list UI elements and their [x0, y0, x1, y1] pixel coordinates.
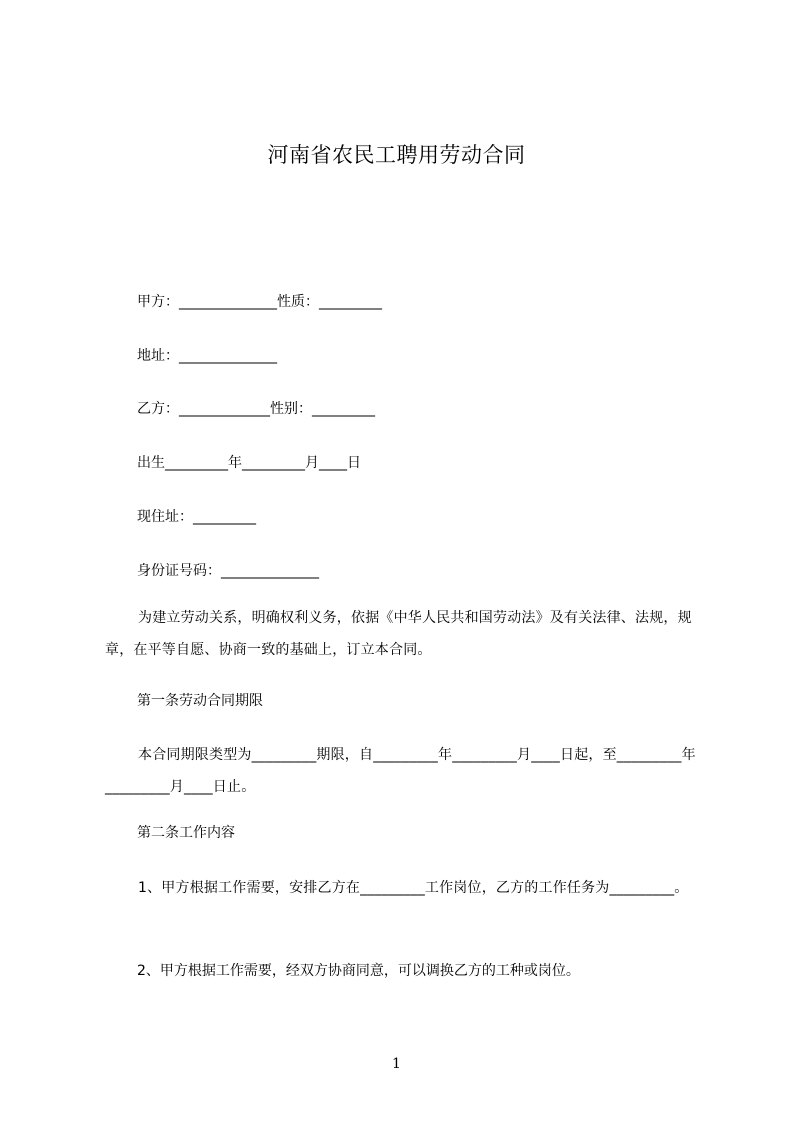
article-2-item-1: 1、甲方根据工作需要，安排乙方在_________工作岗位，乙方的工作任务为_________。: [138, 880, 689, 896]
document-title: 河南省农民工聘用劳动合同: [267, 143, 526, 167]
birth-date-line: 出生_________年_________月____日: [137, 455, 361, 471]
id-number-line: 身份证号码：______________: [137, 563, 319, 579]
article-1-text: 本合同期限类型为_________期限，自_________年_________月____日起，至_________年_________月____日止。: [105, 747, 696, 795]
article-2-item-2: 2、甲方根据工作需要，经双方协商同意，可以调换乙方的工种或岗位。: [137, 963, 580, 979]
current-address-line: 现住址：_________: [137, 509, 256, 525]
party-b-line: 乙方：_____________性别：_________: [137, 401, 375, 417]
page-number: 1: [392, 1056, 401, 1072]
intro-paragraph: 为建立劳动关系，明确权利义务，依据《中华人民共和国劳动法》及有关法律、法规，规章，在平等自愿、协商一致的基础上，订立本合同。: [105, 610, 692, 658]
article-1-heading: 第一条劳动合同期限: [137, 693, 263, 709]
party-a-line: 甲方：______________性质：_________: [137, 294, 382, 310]
article-2-heading: 第二条工作内容: [137, 825, 235, 841]
address-line: 地址：______________: [137, 348, 277, 364]
